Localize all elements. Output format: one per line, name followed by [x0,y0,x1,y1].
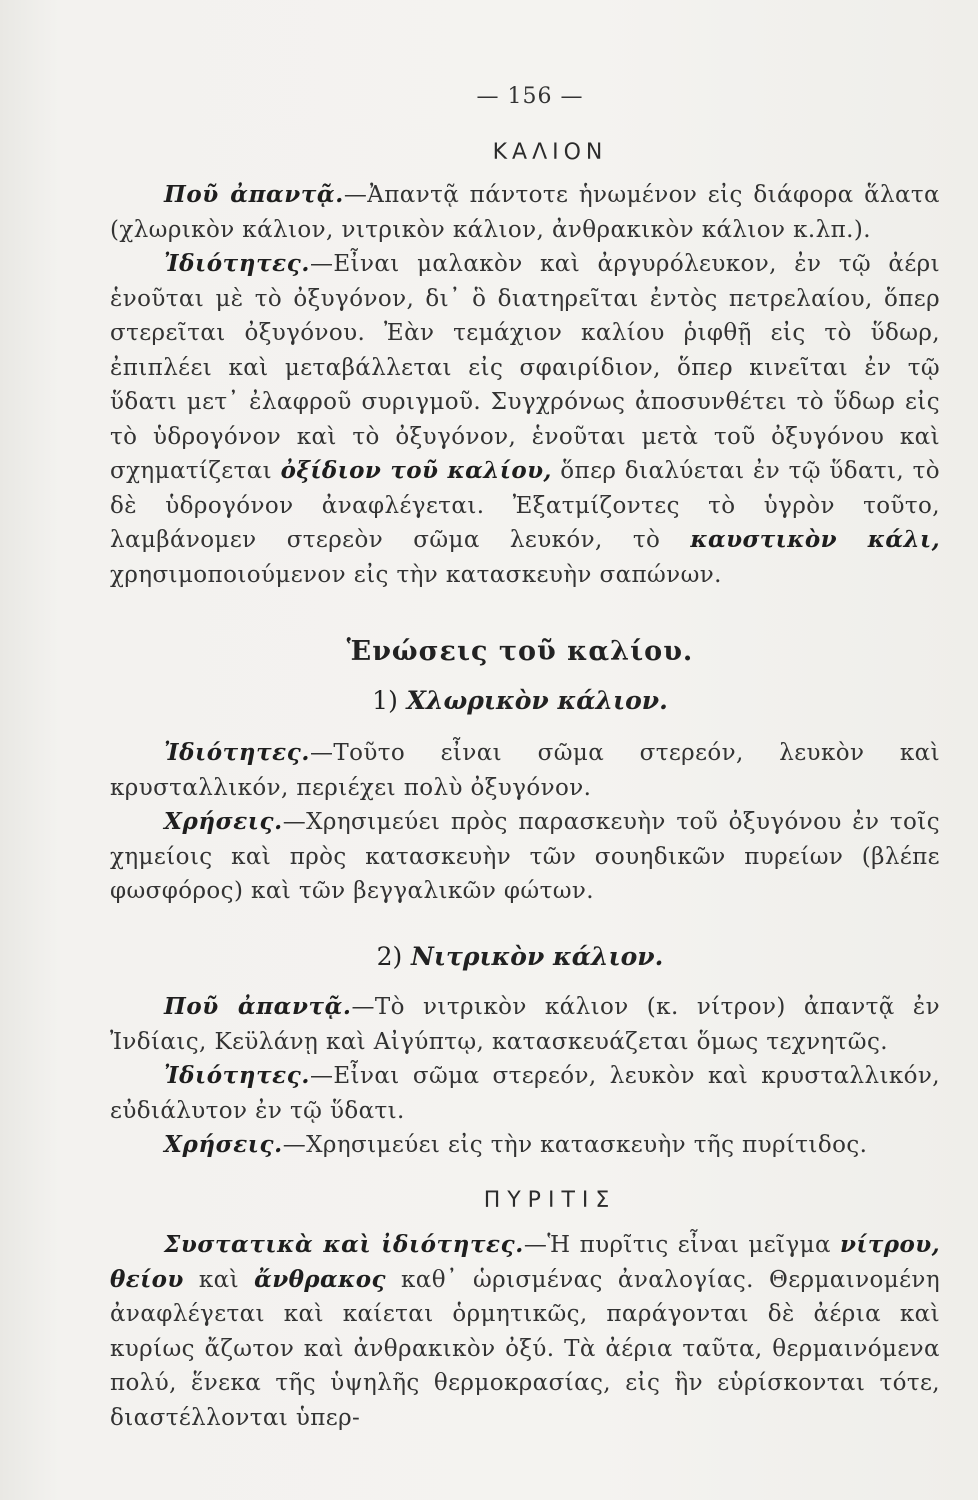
subheading-chloric [0,686,978,715]
label-pyritis: Συστατικὰ καὶ ἰδιότητες. [164,1231,524,1258]
term-oxidio-kaliou: ὀξίδιον τοῦ καλίου, [280,457,552,484]
text-idiotites-1: —Εἶναι μαλακὸν καὶ ἀργυρόλευκον, ἐν τῷ ἀέρι ἑνοῦται μὲ τὸ ὀξυγόνον, δι᾽ ὃ διατηρεῖται ἐντὸς πετρελαίου, ὅπερ στερεῖται ὀξυγόνου. Ἐὰν τεμάχιον καλίου ῥιφθῇ εἰς τὸ ὕδωρ, ἐπιπλέει καὶ μεταβάλλεται εἰς σφαιρίδιον, ὅπερ κινεῖται ἐν τῷ ὕδατι μετ᾽ ἐλαφροῦ συριγμοῦ. Συγχρόνως ἀποσυνθέτει τὸ ὕδωρ εἰς τὸ ὑδρογόνον καὶ τὸ ὀξυγόνον, ἑνοῦται μετὰ τοῦ ὀξυγόνου καὶ σχηματίζεται [110,251,940,484]
paragraph-pyritis [110,1228,940,1435]
label-nitric-idiotites: Ἰδιότητες. [164,1062,310,1089]
paragraph-nitric-idiotites [110,1059,940,1128]
subheading-nitric-number: 2) [376,942,403,971]
paragraph-chloric-idiotites [110,736,940,805]
paragraph-idiotites [110,247,940,592]
subheading-nitric [0,942,978,971]
text-pou-apanta: —Ἀπαντᾷ πάντοτε ἡνωμένον εἰς διάφορα ἅλατα (χλωρικὸν κάλιον, νιτρικὸν κάλιον, ἀνθρακικὸν κάλιον κ.λπ.). [110,182,940,243]
term-anthrakos: ἄνθρακος [254,1265,386,1293]
page-number: — 156 — [476,84,584,109]
paragraph-nitric-pou-apanta [110,990,940,1059]
compounds-heading: Ἑνώσεις τοῦ καλίου. [346,636,694,667]
text-chloric-xriseis: —Χρησιμεύει πρὸς παρασκευὴν τοῦ ὀξυγόνου ἐν τοῖς χημείοις καὶ πρὸς κατασκευὴν τῶν σουηδικῶν πυρείων (βλέπε φωσφόρος) καὶ τῶν βεγγαλικῶν φώτων. [110,809,940,904]
text-pyritis-1: —Ἡ πυρῖτις εἶναι μεῖγμα [523,1232,831,1258]
label-nitric-pou-apanta: Ποῦ ἀπαντᾷ. [164,993,352,1020]
nitric-text-block [110,990,940,1163]
subheading-chloric-number: 1) [372,686,398,715]
section-title-kalion: ΚΑΛΙΟΝ [492,140,608,165]
text-pyritis-2: καὶ [183,1266,239,1293]
text-pyritis-3: καθ᾽ ὡρισμένας ἀναλογίας. Θερμαινομένη ἀναφλέγεται καὶ καίεται ὁρμητικῶς, παράγονται δὲ ἀέρια καὶ κυρίως ἄζωτον καὶ ἀνθρακικὸν ὀξύ. Τὰ ἀέρια ταῦτα, θερμαινόμενα πολύ, ἕνεκα τῆς ὑψηλῆς θερμοκρασίας, εἰς ἣν εὑρίσκονται τότε, διαστέλλονται ὑπερ- [110,1266,940,1431]
text-idiotites-2: ὅπερ διαλύεται ἐν τῷ ὕδατι, τὸ δὲ ὑδρογόνον ἀναφλέγεται. Ἐξατμίζοντες τὸ ὑγρὸν τοῦτο, λαμβάνομεν στερεὸν σῶμα λευκόν, τὸ [110,458,940,553]
subheading-nitric-title: Νιτρικὸν κάλιον. [411,942,664,971]
term-nitrou-theiou: νίτρου, θείου [110,1231,940,1293]
label-chloric-xriseis: Χρήσεις. [164,808,283,835]
paragraph-pou-apanta [110,178,940,247]
chloric-text-block [110,736,940,909]
text-idiotites-3: χρησιμοποιούμενον εἰς τὴν κατασκευὴν σαπώνων. [110,561,722,588]
kalion-text-block [110,178,940,592]
paragraph-nitric-xriseis [110,1128,940,1163]
subheading-chloric-title: Χλωρικὸν κάλιον. [406,686,668,715]
paragraph-chloric-xriseis [110,805,940,909]
label-idiotites: Ἰδιότητες. [164,250,310,277]
text-nitric-idiotites: —Εἶναι σῶμα στερεόν, λευκὸν καὶ κρυσταλλικόν, εὐδιάλυτον ἐν τῷ ὕδατι. [110,1063,940,1124]
label-pou-apanta: Ποῦ ἀπαντᾷ. [164,181,344,208]
pyritis-text-block [110,1228,940,1435]
term-kaustiko-kali: καυστικὸν κάλι, [690,526,940,553]
section-title-pyritis: ΠΥΡΙΤΙΣ [483,1188,617,1213]
label-chloric-idiotites: Ἰδιότητες. [164,739,310,766]
text-nitric-xriseis: —Χρησιμεύει εἰς τὴν κατασκευὴν τῆς πυρίτιδος. [282,1132,868,1158]
text-nitric-pou-apanta: —Τὸ νιτρικὸν κάλιον (κ. νίτρον) ἀπαντᾷ ἐν Ἰνδίαις, Κεϋλάνῃ καὶ Αἰγύπτῳ, κατασκευάζεται ὅμως τεχνητῶς. [110,994,940,1055]
label-nitric-xriseis: Χρήσεις. [164,1131,283,1158]
text-chloric-idiotites: —Τοῦτο εἶναι σῶμα στερεόν, λευκὸν καὶ κρυσταλλικόν, περιέχει πολὺ ὀξυγόνον. [110,740,940,801]
